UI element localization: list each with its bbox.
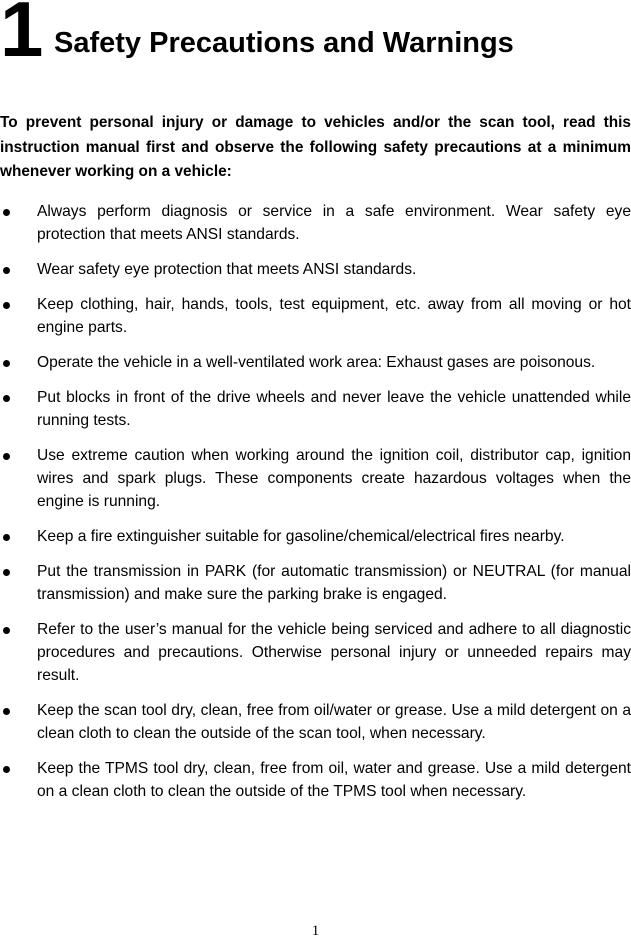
bullet-icon bbox=[3, 395, 10, 402]
bullet-icon bbox=[3, 453, 10, 460]
list-item-text: Put the transmission in PARK (for automatic transmission) or NEUTRAL (for manual transmission) and make sure the parking brake is engaged. bbox=[37, 563, 631, 603]
list-item bbox=[0, 258, 631, 281]
chapter-number: 1 bbox=[0, 0, 44, 73]
list-item-text: Use extreme caution when working around the ignition coil, distributor cap, ignition wires and spark plugs. These components create hazardous voltages when the engine is running. bbox=[37, 447, 631, 510]
bullet-icon bbox=[3, 360, 10, 367]
chapter-title: Safety Precautions and Warnings bbox=[54, 27, 514, 59]
list-item-text: Wear safety eye protection that meets ANSI standards. bbox=[37, 261, 417, 278]
bullet-icon bbox=[3, 708, 10, 715]
page-number: 1 bbox=[311, 923, 320, 939]
chapter-heading bbox=[0, 0, 631, 73]
bullet-icon bbox=[3, 209, 10, 216]
list-item bbox=[0, 525, 631, 548]
bullet-icon bbox=[3, 766, 10, 773]
list-item-text: Always perform diagnosis or service in a safe environment. Wear safety eye protection that meets ANSI standards. bbox=[37, 203, 631, 243]
list-item bbox=[0, 386, 631, 432]
list-item-text: Put blocks in front of the drive wheels and never leave the vehicle unattended while running tests. bbox=[37, 389, 631, 429]
list-item bbox=[0, 444, 631, 513]
list-item-text: Keep a fire extinguisher suitable for gasoline/chemical/electrical fires nearby. bbox=[37, 528, 565, 545]
list-item bbox=[0, 618, 631, 687]
list-item-text: Operate the vehicle in a well-ventilated work area: Exhaust gases are poisonous. bbox=[37, 354, 596, 371]
list-item bbox=[0, 699, 631, 745]
bullet-icon bbox=[3, 267, 10, 274]
bullet-icon bbox=[3, 302, 10, 309]
precautions-list bbox=[0, 200, 631, 815]
bullet-icon bbox=[3, 534, 10, 541]
list-item-text: Keep the TPMS tool dry, clean, free from oil, water and grease. Use a mild detergent on a clean cloth to clean the outside of the TPMS tool when necessary. bbox=[37, 760, 631, 800]
intro-paragraph: To prevent personal injury or damage to vehicles and/or the scan tool, read this instruction manual first and observe the following safety precautions at a minimum whenever working on a vehicle: bbox=[0, 114, 631, 180]
bullet-icon bbox=[3, 627, 10, 634]
list-item-text: Refer to the user’s manual for the vehicle being serviced and adhere to all diagnostic procedures and precautions. Otherwise personal injury or unneeded repairs may result. bbox=[37, 621, 631, 684]
list-item-text: Keep clothing, hair, hands, tools, test equipment, etc. away from all moving or hot engine parts. bbox=[37, 296, 631, 336]
bullet-icon bbox=[3, 569, 10, 576]
list-item bbox=[0, 757, 631, 803]
list-item bbox=[0, 351, 631, 374]
list-item bbox=[0, 560, 631, 606]
list-item bbox=[0, 200, 631, 246]
list-item bbox=[0, 293, 631, 339]
list-item-text: Keep the scan tool dry, clean, free from oil/water or grease. Use a mild detergent on a clean cloth to clean the outside of the scan tool, when necessary. bbox=[37, 702, 631, 742]
